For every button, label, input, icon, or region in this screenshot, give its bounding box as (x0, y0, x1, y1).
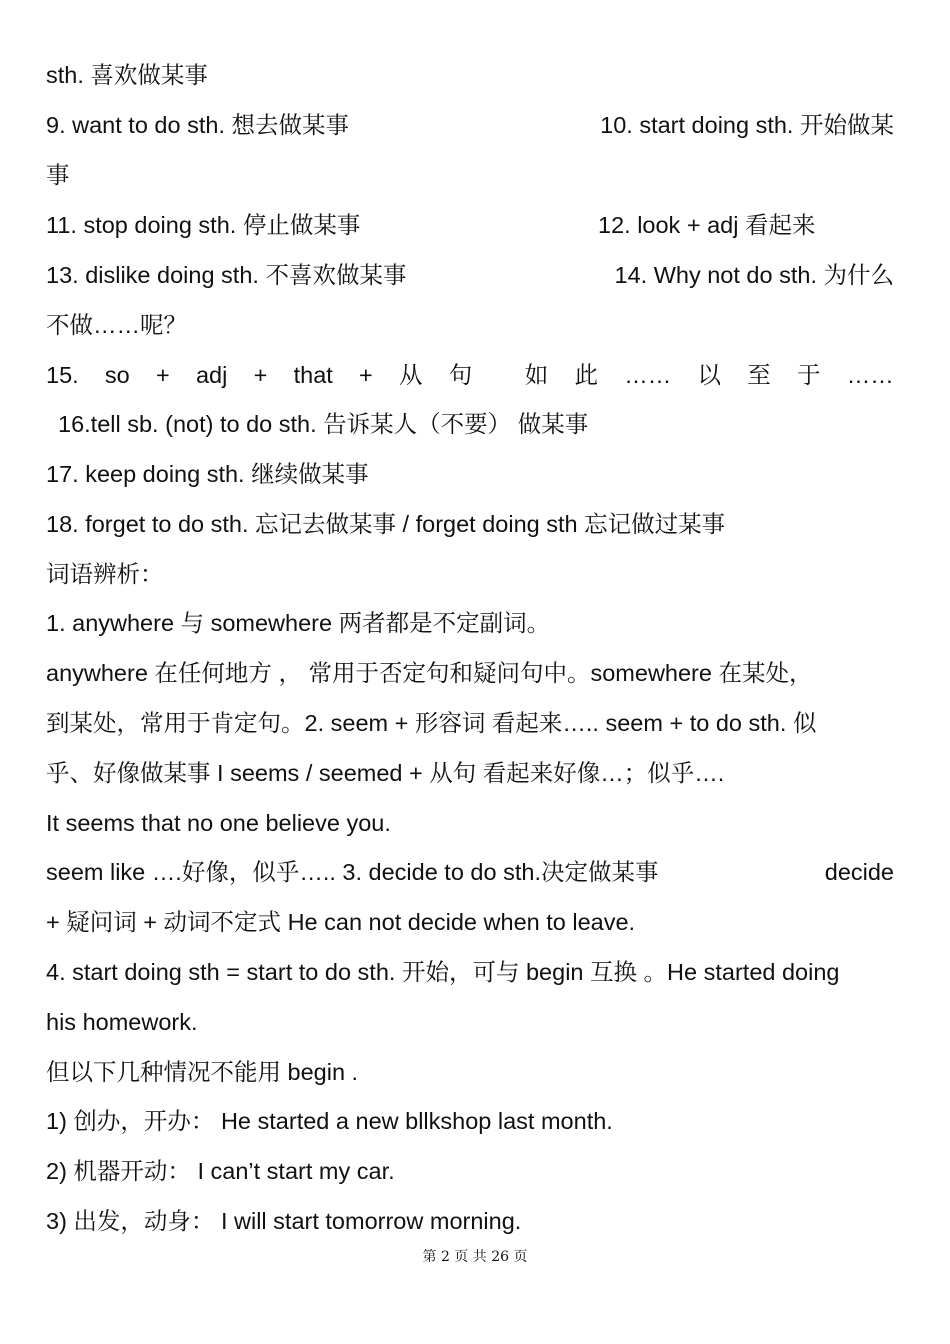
text-line: 4. start doing sth = start to do sth. 开始，可与 begin 互换 。He started doing (46, 959, 840, 985)
text-line: 9. want to do sth. 想去做某事 (46, 112, 349, 138)
text-line: + 疑问词 + 动词不定式 He can not decide when to leave. (46, 909, 636, 935)
text-line: 16.tell sb. (not) to do sth. 告诉某人（不要） 做某事 (58, 411, 589, 437)
text-line: 11. stop doing sth. 停止做某事 (46, 212, 361, 238)
word: so (104, 362, 130, 388)
text-line: 2) 机器开动： I can’t start my car. (46, 1158, 395, 1184)
word: + (156, 362, 170, 388)
section-heading: 词语辨析： (46, 561, 164, 587)
text-line: 1) 创办，开办： He started a new bllkshop last month. (46, 1108, 613, 1134)
word: adj (195, 362, 228, 388)
text-line-justified (46, 360, 894, 390)
word: that (293, 362, 333, 388)
text-line: 17. keep doing sth. 继续做某事 (46, 461, 369, 487)
text-line: 14. Why not do sth. 为什么 (614, 262, 894, 288)
text-line: 12. look + adj 看起来 (598, 212, 816, 238)
word: 此 (574, 362, 599, 388)
text-line: 不做……呢？ (46, 312, 187, 338)
text-line: 但以下几种情况不能用 begin . (46, 1059, 359, 1085)
text-line: 1. anywhere 与 somewhere 两者都是不定副词。 (46, 610, 551, 636)
text-line: his homework. (46, 1009, 198, 1035)
word: 从 (399, 362, 423, 388)
text-line: 3) 出发，动身： I will start tomorrow morning. (46, 1208, 522, 1234)
text-line: decide (824, 859, 894, 885)
text-line: 13. dislike doing sth. 不喜欢做某事 (46, 262, 407, 288)
word: 于 (797, 362, 821, 388)
word: 以 (697, 362, 722, 388)
word: …… (846, 362, 894, 388)
text-line: 乎、好像做某事 I seems / seemed + 从句 看起来好像…；似乎…. (46, 760, 725, 786)
page-footer: 第 2 页 共 26 页 (422, 1249, 528, 1265)
word: 句 (448, 362, 473, 388)
text-line: 事 (46, 162, 70, 188)
text-line: 到某处，常用于肯定句。2. seem + 形容词 看起来….. seem + to do sth. 似 (46, 710, 817, 736)
word: …… (624, 362, 672, 388)
word: + (253, 362, 268, 388)
text-line: seem like ….好像，似乎….. 3. decide to do sth.决定做某事 (46, 859, 659, 885)
text-line: 18. forget to do sth. 忘记去做某事 / forget doing sth 忘记做过某事 (46, 511, 726, 537)
word: + (359, 362, 373, 388)
word: 如 (524, 362, 549, 388)
word: 15. (46, 362, 79, 388)
text-line: 10. start doing sth. 开始做某 (600, 112, 894, 138)
text-line: anywhere 在任何地方 ， 常用于否定句和疑问句中。somewhere 在某处， (46, 660, 813, 686)
text-line: It seems that no one believe you. (46, 810, 391, 836)
text-line: sth. 喜欢做某事 (46, 62, 208, 88)
word: 至 (747, 362, 771, 388)
